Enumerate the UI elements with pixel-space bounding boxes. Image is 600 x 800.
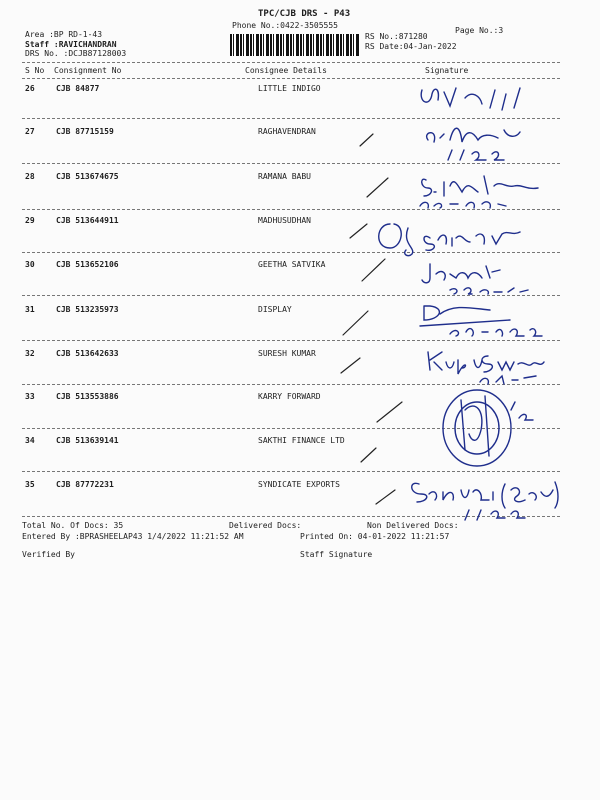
row-consignment: CJB 87715159 <box>56 127 114 136</box>
row-consignee: SYNDICATE EXPORTS <box>258 480 340 489</box>
phone-number: Phone No.:0422-3505555 <box>232 21 338 30</box>
rs-date: RS Date:04-Jan-2022 <box>365 42 457 51</box>
column-sno: S No <box>25 66 45 75</box>
handwritten-signature <box>420 120 560 165</box>
row-sno: 29 <box>25 216 35 225</box>
row-sno: 27 <box>25 127 35 136</box>
row-consignment: CJB 87772231 <box>56 480 114 489</box>
printed-on: Printed On: 04-01-2022 11:21:57 <box>300 532 450 541</box>
document-title: TPC/CJB DRS - P43 <box>258 9 351 19</box>
verified-by: Verified By <box>22 550 75 559</box>
company-stamp <box>425 380 545 475</box>
row-sno: 35 <box>25 480 35 489</box>
row-sno: 34 <box>25 436 35 445</box>
row-sno: 33 <box>25 392 35 401</box>
drs-number: DRS No. :DCJB87128003 <box>25 49 127 58</box>
column-consignment: Consignment No <box>54 66 122 75</box>
check-mark-icon <box>356 436 396 476</box>
row-consignment: CJB 513644911 <box>56 216 119 225</box>
handwritten-signature <box>410 166 560 211</box>
check-mark-icon <box>355 120 395 160</box>
row-consignment: CJB 84877 <box>56 84 100 93</box>
row-sno: 31 <box>25 305 35 314</box>
row-consignment: CJB 513639141 <box>56 436 119 445</box>
handwritten-signature <box>405 470 565 525</box>
row-consignee: LITTLE INDIGO <box>258 84 321 93</box>
row-consignee: GEETHA SATVIKA <box>258 260 326 269</box>
column-consignee: Consignee Details <box>245 66 327 75</box>
total-docs: Total No. Of Docs: 35 <box>22 521 124 530</box>
handwritten-signature <box>410 80 560 120</box>
row-consignee: RAGHAVENDRAN <box>258 127 316 136</box>
page-number: Page No.:3 <box>455 26 504 35</box>
header-divider-bottom <box>22 78 560 79</box>
row-consignee: KARRY FORWARD <box>258 392 321 401</box>
row-sno: 28 <box>25 172 35 181</box>
entered-by: Entered By :BPRASHEELAP43 1/4/2022 11:21:52 AM <box>22 532 244 541</box>
check-mark-icon <box>336 348 376 388</box>
row-sno: 26 <box>25 84 35 93</box>
column-signature: Signature <box>425 66 469 75</box>
check-mark-icon <box>372 392 412 432</box>
row-consignment: CJB 513553886 <box>56 392 119 401</box>
row-consignment: CJB 513235973 <box>56 305 119 314</box>
staff-label: Staff :RAVICHANDRAN <box>25 40 117 49</box>
row-consignee: SAKTHI FINANCE LTD <box>258 436 345 445</box>
header-divider-top <box>22 62 560 63</box>
row-consignee: DISPLAY <box>258 305 292 314</box>
check-mark-icon <box>338 305 378 345</box>
row-consignee: RAMANA BABU <box>258 172 311 181</box>
row-consignment: CJB 513642633 <box>56 349 119 358</box>
area-label: Area :BP RD-1-43 <box>25 30 103 39</box>
row-sno: 32 <box>25 349 35 358</box>
rs-number: RS No.:871280 <box>365 32 428 41</box>
handwritten-signature <box>420 256 560 296</box>
non-delivered-docs: Non Delivered Docs: <box>367 521 459 530</box>
handwritten-signature <box>372 214 532 259</box>
row-consignee: SURESH KUMAR <box>258 349 316 358</box>
row-consignee: MADHUSUDHAN <box>258 216 311 225</box>
check-mark-icon <box>362 172 402 212</box>
delivered-docs: Delivered Docs: <box>229 521 302 530</box>
row-sno: 30 <box>25 260 35 269</box>
row-consignment: CJB 513652106 <box>56 260 119 269</box>
staff-signature-label: Staff Signature <box>300 550 373 559</box>
barcode-image <box>230 34 360 56</box>
handwritten-signature <box>410 296 560 341</box>
check-mark-icon <box>357 253 397 293</box>
row-consignment: CJB 513674675 <box>56 172 119 181</box>
